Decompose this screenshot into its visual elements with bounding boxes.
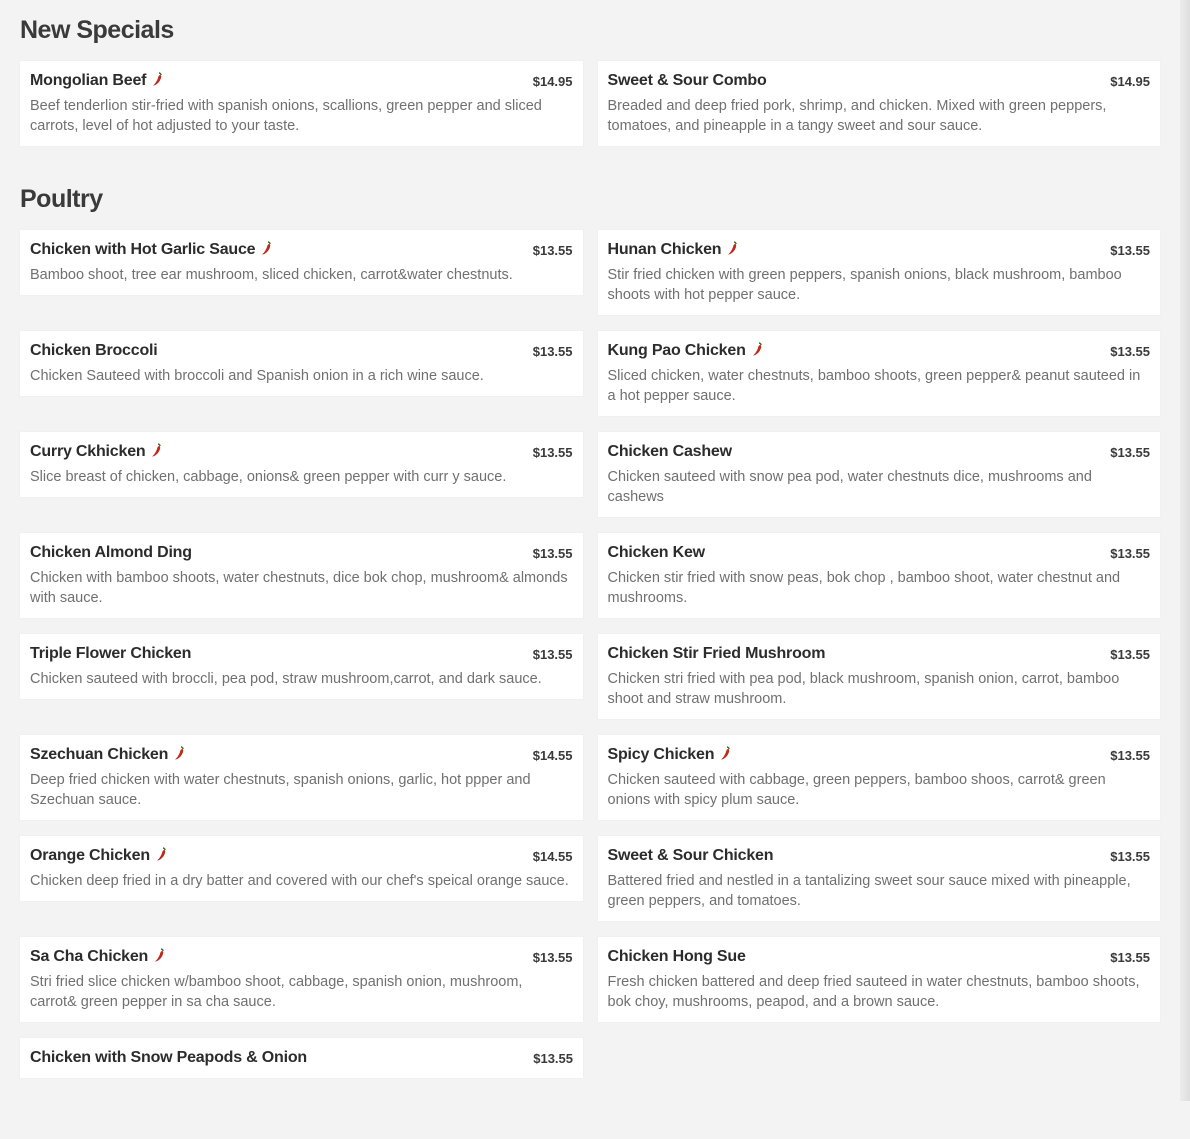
menu-item-price: $13.55 bbox=[1110, 444, 1150, 460]
menu-item-header bbox=[30, 745, 573, 765]
menu-item-name: Sweet & Sour Chicken bbox=[607, 847, 774, 864]
menu-item-card[interactable] bbox=[598, 836, 1161, 921]
menu-item-description: Fresh chicken battered and deep fried sauteed in water chestnuts, bamboo shoots, bok choy, mushrooms, peapod, and a brown sauce. bbox=[607, 974, 1140, 1010]
chili-pepper-icon bbox=[156, 847, 167, 861]
menu-item-header bbox=[608, 442, 1151, 462]
menu-item-header bbox=[30, 71, 573, 91]
menu-item-card[interactable] bbox=[20, 735, 583, 820]
menu-item-title bbox=[30, 847, 167, 865]
menu-row bbox=[20, 533, 1160, 634]
menu-item-price: $13.55 bbox=[1110, 343, 1150, 359]
menu-row bbox=[20, 61, 1160, 146]
menu-row bbox=[20, 937, 1160, 1038]
menu-item-price: $13.55 bbox=[1110, 747, 1150, 763]
menu-row bbox=[20, 634, 1160, 735]
menu-item-name: Hunan Chicken bbox=[607, 241, 722, 258]
chili-pepper-icon bbox=[727, 241, 738, 255]
chili-pepper-icon bbox=[752, 342, 763, 356]
menu-item-description: Deep fried chicken with water chestnuts, spanish onions, garlic, hot ppper and Szechuan sauce. bbox=[30, 772, 531, 808]
menu-item-price: $14.55 bbox=[532, 747, 573, 763]
menu-item-title bbox=[608, 847, 774, 865]
menu-item-title bbox=[30, 746, 185, 764]
menu-item-title bbox=[30, 544, 192, 562]
menu-item-description: Stri fried slice chicken w/bamboo shoot, cabbage, spanish onion, mushroom, carrot& green pepper in sa cha sauce. bbox=[30, 974, 523, 1010]
specials-grid bbox=[20, 61, 1160, 146]
menu-item-card[interactable] bbox=[598, 432, 1161, 517]
menu-item-title bbox=[30, 1049, 307, 1067]
menu-item-name: Kung Pao Chicken bbox=[607, 342, 746, 359]
menu-item-card[interactable] bbox=[598, 61, 1161, 146]
menu-item-description: Chicken stir fried with snow peas, bok chop , bamboo shoot, water chestnut and mushrooms. bbox=[607, 570, 1121, 606]
menu-item-description: Slice breast of chicken, cabbage, onions& green pepper with curr y sauce. bbox=[30, 469, 507, 485]
menu-item-header bbox=[30, 341, 573, 361]
menu-item-card[interactable] bbox=[598, 331, 1161, 416]
menu-item-header bbox=[30, 947, 573, 967]
menu-item-description: Chicken sauteed with cabbage, green peppers, bamboo shoos, carrot& green onions with spicy plum sauce. bbox=[607, 772, 1106, 808]
menu-row bbox=[20, 1038, 1160, 1139]
menu-item-name: Chicken Kew bbox=[607, 544, 705, 561]
menu-item-name: Orange Chicken bbox=[30, 847, 150, 864]
menu-item-card[interactable] bbox=[598, 634, 1161, 719]
menu-item-name: Chicken Broccoli bbox=[30, 342, 158, 359]
menu-item-name: Chicken with Snow Peapods & Onion bbox=[30, 1049, 307, 1066]
menu-item-card[interactable] bbox=[20, 432, 583, 497]
menu-item-header bbox=[30, 644, 573, 664]
menu-item-header bbox=[30, 442, 573, 462]
menu-item-title bbox=[30, 72, 163, 90]
menu-item-name: Chicken with Hot Garlic Sauce bbox=[30, 241, 256, 258]
menu-item-title bbox=[30, 342, 158, 360]
menu-item-title bbox=[30, 948, 165, 966]
menu-item-title bbox=[608, 544, 705, 562]
menu-item-name: Sweet & Sour Combo bbox=[607, 72, 767, 89]
menu-item-price: $13.55 bbox=[1110, 646, 1150, 662]
menu-item-card[interactable] bbox=[20, 533, 583, 618]
menu-item-name: Spicy Chicken bbox=[607, 746, 715, 763]
menu-item-description: Chicken with bamboo shoots, water chestnuts, dice bok chop, mushroom& almonds with sauce. bbox=[30, 570, 568, 606]
menu-item-title bbox=[608, 645, 826, 663]
menu-item-description: Chicken stri fried with pea pod, black mushroom, spanish onion, carrot, bamboo shoot and straw mushroom. bbox=[607, 671, 1120, 707]
menu-item-price: $13.55 bbox=[1110, 545, 1150, 561]
menu-item-name: Mongolian Beef bbox=[30, 72, 147, 89]
menu-row bbox=[20, 331, 1160, 432]
menu-item-price: $13.55 bbox=[1110, 848, 1150, 864]
menu-item-name: Chicken Hong Sue bbox=[607, 948, 746, 965]
menu-item-price: $14.95 bbox=[532, 73, 573, 89]
menu-item-name: Chicken Stir Fried Mushroom bbox=[607, 645, 826, 662]
menu-item-description: Sliced chicken, water chestnuts, bamboo shoots, green pepper& peanut sauteed in a hot pepper sauce. bbox=[607, 368, 1141, 404]
poultry-grid bbox=[20, 230, 1160, 1139]
menu-item-price: $13.55 bbox=[1110, 242, 1150, 258]
menu-item-title bbox=[608, 72, 767, 90]
chili-pepper-icon bbox=[720, 746, 731, 760]
menu-item-price: $13.55 bbox=[532, 242, 573, 258]
menu-item-name: Chicken Cashew bbox=[607, 443, 732, 460]
menu-item-price: $13.55 bbox=[532, 545, 573, 561]
menu-item-name: Triple Flower Chicken bbox=[30, 645, 192, 662]
menu-item-description: Breaded and deep fried pork, shrimp, and chicken. Mixed with green peppers, tomatoes, and pineapple in a tangy sweet and sour sauce. bbox=[607, 98, 1107, 134]
menu-item-price: $13.55 bbox=[532, 343, 573, 359]
scrollbar[interactable] bbox=[1180, 0, 1190, 1101]
menu-item-header bbox=[30, 543, 573, 563]
menu-item-header bbox=[30, 846, 573, 866]
menu-item-header bbox=[30, 240, 573, 260]
menu-item-card[interactable] bbox=[20, 331, 583, 396]
menu-item-price: $13.55 bbox=[532, 949, 573, 965]
menu-item-card[interactable] bbox=[598, 230, 1161, 315]
menu-item-price: $13.55 bbox=[1110, 949, 1150, 965]
menu-row bbox=[20, 230, 1160, 331]
chili-pepper-icon bbox=[152, 72, 163, 86]
menu-item-description: Chicken sauteed with broccli, pea pod, straw mushroom,carrot, and dark sauce. bbox=[30, 671, 542, 687]
chili-pepper-icon bbox=[151, 443, 162, 457]
chili-pepper-icon bbox=[261, 241, 272, 255]
menu-item-card[interactable] bbox=[20, 61, 583, 146]
menu-row bbox=[20, 836, 1160, 937]
menu-item-header bbox=[30, 1048, 573, 1068]
section-title-poultry: Poultry bbox=[20, 185, 103, 213]
chili-pepper-icon bbox=[174, 746, 185, 760]
menu-item-header bbox=[608, 240, 1151, 260]
section-title-new-specials: New Specials bbox=[20, 16, 174, 44]
menu-item-price: $13.55 bbox=[533, 1050, 573, 1066]
menu-item-title bbox=[608, 241, 739, 259]
menu-item-card[interactable] bbox=[20, 634, 583, 699]
menu-item-header bbox=[608, 745, 1151, 765]
menu-item-price: $13.55 bbox=[532, 646, 573, 662]
menu-item-header bbox=[608, 543, 1151, 563]
menu-row bbox=[20, 735, 1160, 836]
menu-item-price: $13.55 bbox=[532, 444, 573, 460]
menu-row bbox=[20, 432, 1160, 533]
menu-item-title bbox=[30, 241, 272, 259]
menu-item-description: Chicken sauteed with snow pea pod, water chestnuts dice, mushrooms and cashews bbox=[607, 469, 1092, 505]
menu-item-price: $14.95 bbox=[1110, 73, 1150, 89]
menu-item-description: Chicken deep fried in a dry batter and covered with our chef's speical orange sauce. bbox=[30, 873, 569, 889]
menu-item-header bbox=[608, 71, 1151, 91]
menu-item-card[interactable] bbox=[20, 230, 583, 295]
menu-item-description: Chicken Sauteed with broccoli and Spanish onion in a rich wine sauce. bbox=[30, 368, 484, 384]
menu-item-title bbox=[608, 342, 763, 360]
menu-item-card[interactable] bbox=[20, 1038, 583, 1078]
menu-item-header bbox=[608, 846, 1151, 866]
menu-item-description: Bamboo shoot, tree ear mushroom, sliced chicken, carrot&water chestnuts. bbox=[30, 267, 513, 283]
menu-item-card[interactable] bbox=[598, 937, 1161, 1022]
menu-item-header bbox=[608, 644, 1151, 664]
menu-item-name: Chicken Almond Ding bbox=[30, 544, 192, 561]
menu-item-card[interactable] bbox=[20, 937, 583, 1022]
menu-item-card[interactable] bbox=[20, 836, 583, 901]
menu-item-card[interactable] bbox=[598, 533, 1161, 618]
menu-item-title bbox=[30, 443, 162, 461]
menu-item-card[interactable] bbox=[598, 735, 1161, 820]
menu-item-description: Battered fried and nestled in a tantalizing sweet sour sauce mixed with pineapple, green peppers, and tomatoes. bbox=[607, 873, 1131, 909]
menu-item-title bbox=[608, 443, 732, 461]
chili-pepper-icon bbox=[154, 948, 165, 962]
menu-item-description: Beef tenderlion stir-fried with spanish onions, scallions, green pepper and sliced carrots, level of hot adjusted to your taste. bbox=[30, 98, 542, 134]
menu-item-title bbox=[30, 645, 191, 663]
menu-item-description: Stir fried chicken with green peppers, spanish onions, black mushroom, bamboo shoots with hot pepper sauce. bbox=[607, 267, 1122, 303]
menu-item-header bbox=[608, 341, 1151, 361]
menu-item-name: Sa Cha Chicken bbox=[30, 948, 149, 965]
menu-item-title bbox=[608, 746, 732, 764]
menu-item-name: Curry Ckhicken bbox=[30, 443, 146, 460]
menu-item-header bbox=[608, 947, 1151, 967]
menu-item-title bbox=[608, 948, 746, 966]
menu-item-name: Szechuan Chicken bbox=[30, 746, 169, 763]
menu-item-price: $14.55 bbox=[532, 848, 573, 864]
